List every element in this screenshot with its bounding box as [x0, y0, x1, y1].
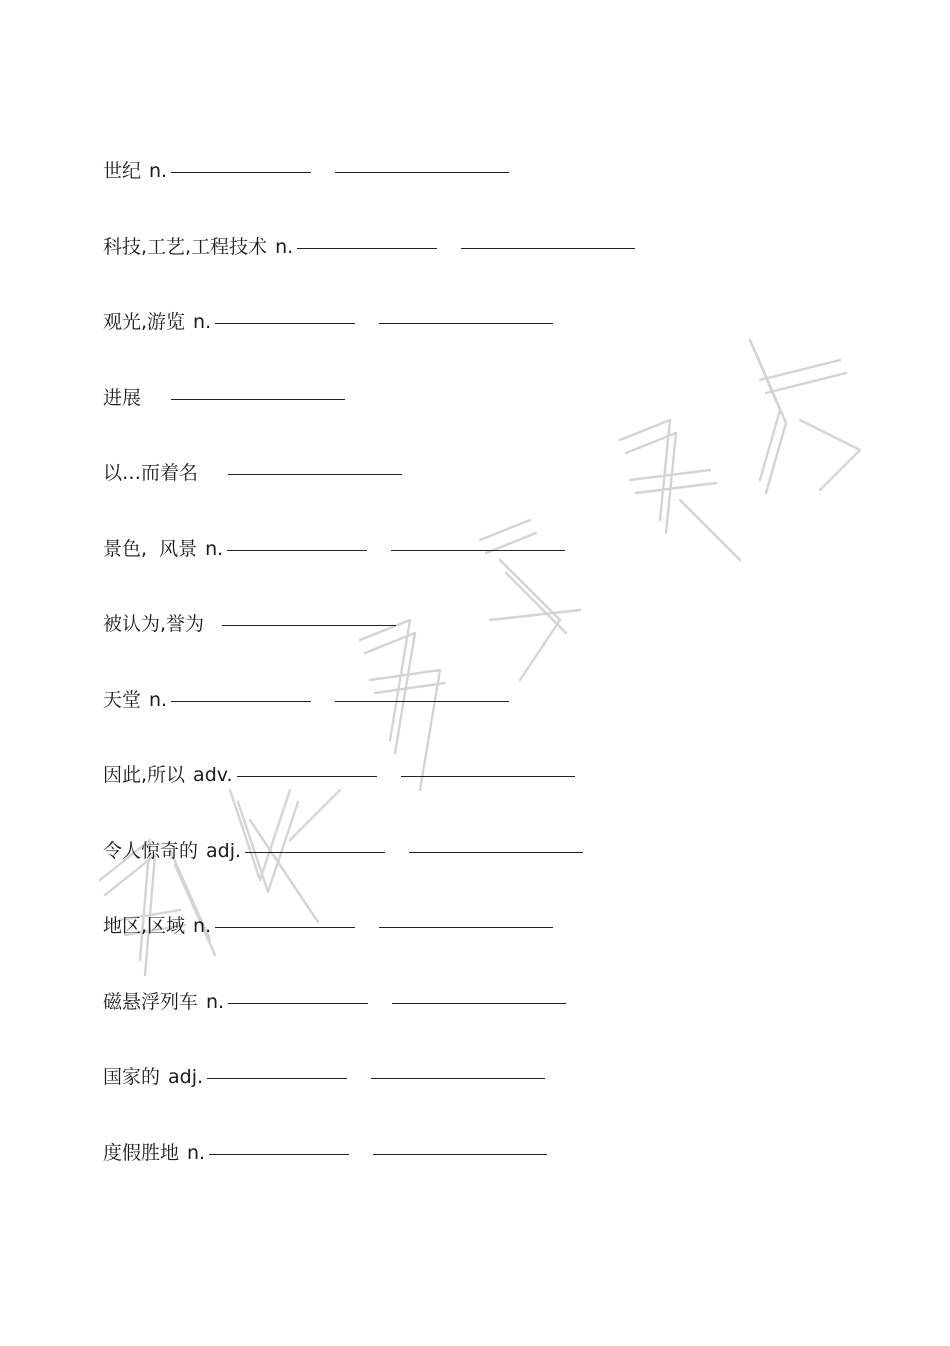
term-label: 国家的 [103, 1066, 161, 1088]
vocab-row-13 [103, 1062, 903, 1138]
part-of-speech: adj. [168, 1066, 204, 1088]
term-label: 因此,所以 [103, 764, 186, 786]
vocab-row-7 [103, 609, 903, 685]
vocab-row-12 [103, 987, 903, 1063]
answer-blank-1[interactable] [171, 685, 311, 702]
part-of-speech: n. [275, 235, 294, 258]
vocab-row-3 [103, 307, 903, 383]
vocab-row-8 [103, 685, 903, 761]
answer-blank[interactable] [171, 383, 345, 400]
answer-blank-1[interactable] [171, 156, 311, 173]
part-of-speech: n. [193, 915, 212, 937]
answer-blank-1[interactable] [227, 534, 367, 551]
vocab-row-10 [103, 836, 903, 912]
part-of-speech: n. [187, 1141, 206, 1164]
term-label: 进展 [103, 386, 142, 409]
part-of-speech: n. [205, 537, 224, 560]
term-label: 磁悬浮列车 [103, 990, 199, 1013]
answer-blank[interactable] [228, 458, 402, 475]
part-of-speech: n. [193, 311, 212, 333]
term-label: 度假胜地 [103, 1141, 180, 1164]
answer-blank-1[interactable] [237, 760, 377, 777]
part-of-speech: n. [206, 990, 225, 1013]
vocab-row-5 [103, 458, 903, 534]
answer-blank-1[interactable] [207, 1062, 347, 1079]
answer-blank-1[interactable] [228, 987, 368, 1004]
answer-blank-2[interactable] [373, 1138, 547, 1155]
term-label: 以…而着名 [103, 462, 199, 484]
part-of-speech: n. [149, 688, 168, 711]
answer-blank-2[interactable] [335, 156, 509, 173]
answer-blank-2[interactable] [371, 1062, 545, 1079]
answer-blank-2[interactable] [409, 836, 583, 853]
answer-blank-1[interactable] [215, 307, 355, 324]
term-label: 天堂 [103, 688, 142, 711]
vocabulary-list [103, 156, 903, 1213]
vocab-row-6 [103, 534, 903, 610]
term-label: 令人惊奇的 [103, 839, 199, 862]
term-label: 被认为,誉为 [103, 613, 205, 635]
answer-blank-2[interactable] [379, 307, 553, 324]
vocab-row-11 [103, 911, 903, 987]
answer-blank-1[interactable] [209, 1138, 349, 1155]
answer-blank-2[interactable] [335, 685, 509, 702]
answer-blank-2[interactable] [461, 232, 635, 249]
vocab-row-2 [103, 232, 903, 308]
term-label: 景色, 风景 [103, 537, 198, 560]
term-label: 科技,工艺,工程技术 [103, 235, 268, 258]
answer-blank-1[interactable] [215, 911, 355, 928]
part-of-speech: adj. [206, 839, 242, 862]
answer-blank-2[interactable] [379, 911, 553, 928]
answer-blank-1[interactable] [297, 232, 437, 249]
answer-blank-2[interactable] [401, 760, 575, 777]
vocab-row-1 [103, 156, 903, 232]
vocab-row-9 [103, 760, 903, 836]
answer-blank[interactable] [222, 609, 396, 626]
part-of-speech: adv. [193, 764, 233, 786]
vocab-row-14 [103, 1138, 903, 1214]
vocab-row-4 [103, 383, 903, 459]
term-label: 观光,游览 [103, 311, 186, 333]
answer-blank-2[interactable] [392, 987, 566, 1004]
term-label: 地区,区域 [103, 915, 186, 937]
part-of-speech: n. [149, 160, 168, 182]
answer-blank-1[interactable] [245, 836, 385, 853]
answer-blank-2[interactable] [391, 534, 565, 551]
term-label: 世纪 [103, 160, 142, 182]
